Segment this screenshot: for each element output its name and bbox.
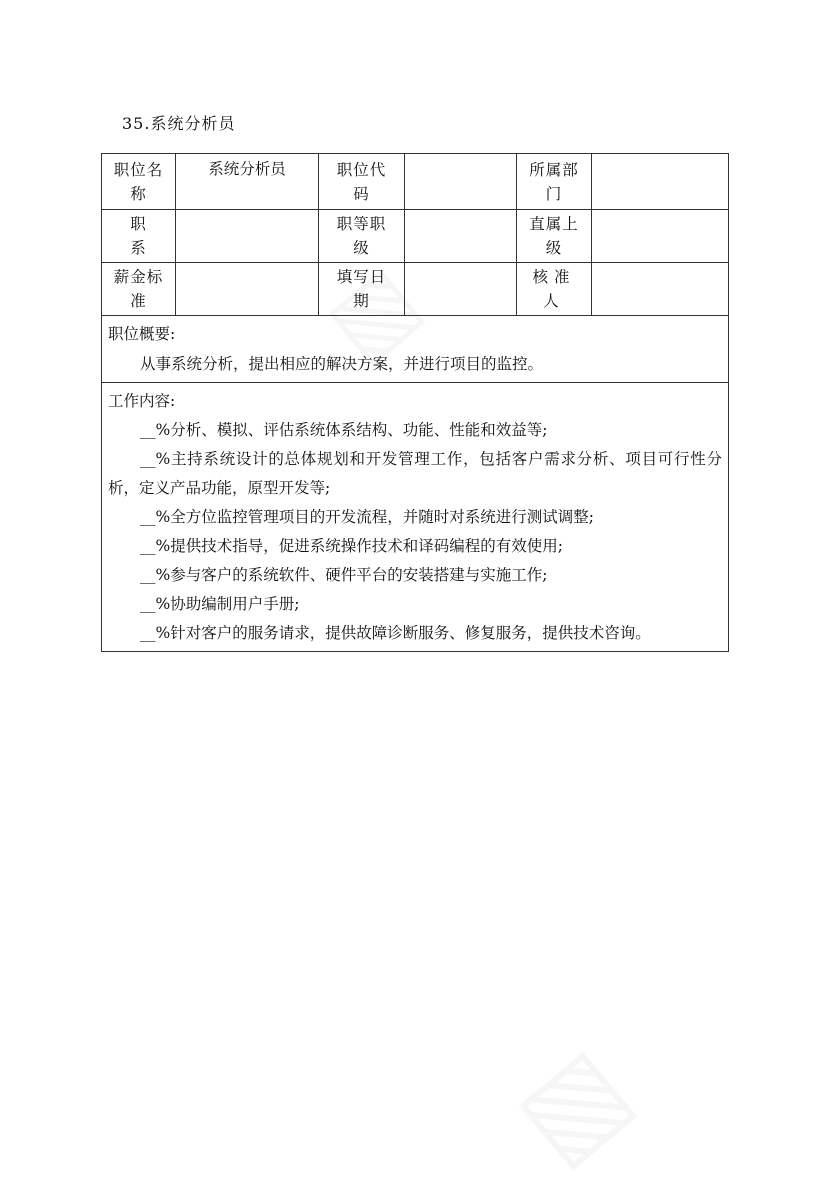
table-row — [102, 383, 729, 652]
watermark-mark — [491, 1022, 653, 1186]
supervisor-value — [592, 210, 729, 263]
grade-label: 职等职 级 — [319, 210, 405, 263]
page-title: 35.系统分析员 — [122, 114, 236, 133]
duty-item: __%参与客户的系统软件、硬件平台的安装搭建与实施工作; — [140, 566, 548, 584]
overview-heading: 职位概要: — [108, 325, 176, 343]
salary-label: 薪金标 准 — [102, 263, 176, 316]
fill-date-label: 填写日 期 — [319, 263, 405, 316]
duties-heading: 工作内容: — [108, 392, 176, 410]
position-code-label: 职位代 码 — [319, 154, 405, 210]
table-row — [102, 154, 729, 210]
position-code-value — [405, 154, 517, 210]
approver-label: 核准 人 — [517, 263, 592, 316]
salary-value — [176, 263, 319, 316]
overview-text: 从事系统分析，提出相应的解决方案，并进行项目的监控。 — [140, 355, 544, 373]
duty-item: __%协助编制用户手册; — [140, 595, 300, 613]
duty-item: __%提供技术指导，促进系统操作技术和译码编程的有效使用; — [140, 537, 563, 555]
department-label: 所属部 门 — [517, 154, 592, 210]
duty-item: __%主持系统设计的总体规划和开发管理工作，包括客户需求分析、项目可行性分析，定义产品功能，原型开发等; — [108, 450, 722, 497]
position-name-value: 系统分析员 — [176, 154, 319, 210]
job-family-label: 职 系 — [102, 210, 176, 263]
approver-value — [592, 263, 729, 316]
duty-item: __%针对客户的服务请求，提供故障诊断服务、修复服务，提供技术咨询。 — [140, 624, 651, 642]
position-name-label: 职位名 称 — [102, 154, 176, 210]
department-value — [592, 154, 729, 210]
job-description-table — [101, 153, 729, 652]
grade-value — [405, 210, 517, 263]
table-row — [102, 316, 729, 383]
job-family-value — [176, 210, 319, 263]
duty-item: __%全方位监控管理项目的开发流程，并随时对系统进行测试调整; — [140, 508, 594, 526]
table-row — [102, 263, 729, 316]
supervisor-label: 直属上 级 — [517, 210, 592, 263]
duties-section — [102, 383, 729, 652]
overview-section — [102, 316, 729, 383]
table-row — [102, 210, 729, 263]
fill-date-value — [405, 263, 517, 316]
duty-item: __%分析、模拟、评估系统体系结构、功能、性能和效益等; — [140, 421, 548, 439]
